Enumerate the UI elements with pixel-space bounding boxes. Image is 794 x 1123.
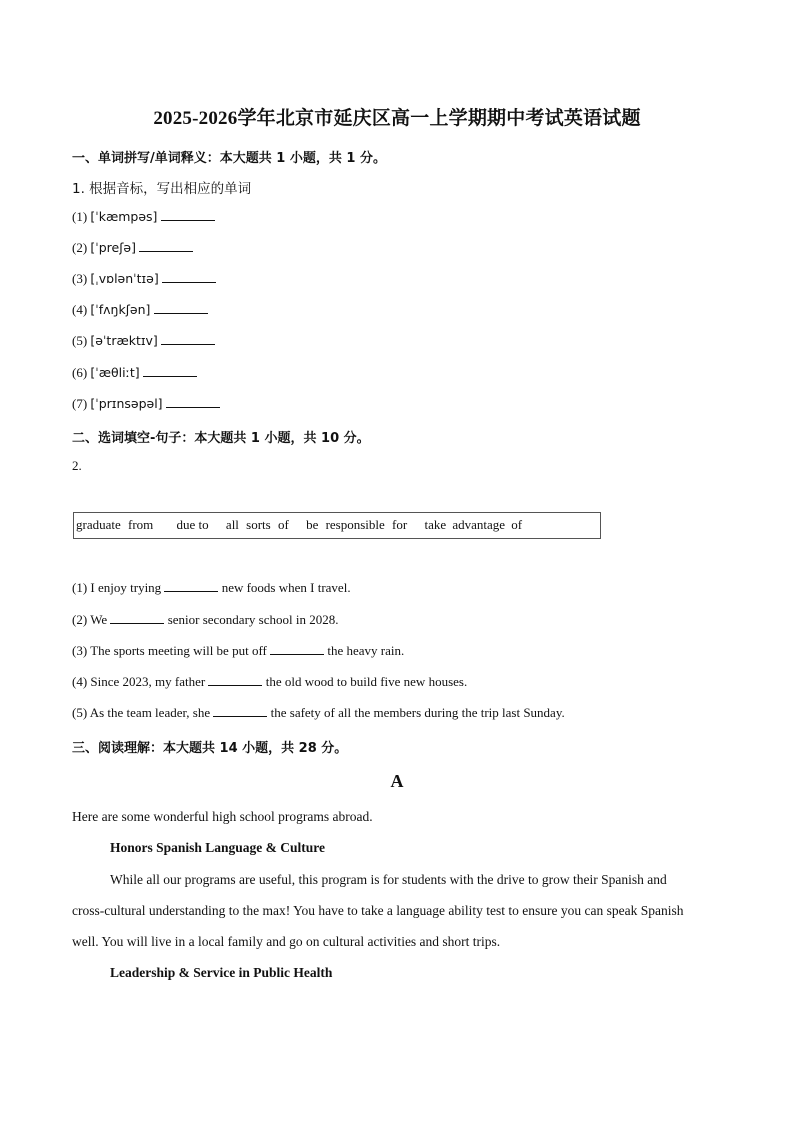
- sentence-4: [72, 674, 467, 690]
- section2-heading: 二、选词填空-句子：本大题共 1 小题，共 10 分。: [72, 431, 370, 446]
- sentence-before: We: [90, 612, 108, 627]
- item-number: (4): [72, 302, 88, 317]
- ipa-item-4: [72, 302, 208, 318]
- word-bank-item: take advantage of: [424, 517, 523, 532]
- section1-heading: 一、单词拼写/单词释义：本大题共 1 小题，共 1 分。: [72, 151, 386, 166]
- word-bank-item: graduate from: [76, 517, 154, 532]
- ipa-item-3: [72, 271, 216, 287]
- sentence-after: the safety of all the members during the trip last Sunday.: [270, 705, 565, 720]
- section3-heading: 三、阅读理解：本大题共 14 小题，共 28 分。: [72, 741, 348, 756]
- sentence-5: [72, 705, 565, 721]
- program2-title: Leadership & Service in Public Health: [110, 965, 333, 980]
- item-number: (3): [72, 271, 88, 286]
- answer-blank[interactable]: [154, 302, 208, 314]
- answer-blank[interactable]: [270, 643, 324, 655]
- item-number: (5): [72, 705, 88, 720]
- answer-blank[interactable]: [208, 674, 262, 686]
- answer-blank[interactable]: [143, 365, 197, 377]
- ipa-text: [ˈpreʃə]: [90, 240, 136, 255]
- word-bank-box: [73, 512, 601, 539]
- word-bank-item: all sorts of: [225, 517, 289, 532]
- sentence-before: I enjoy trying: [90, 580, 162, 595]
- sentence-before: The sports meeting will be put off: [90, 643, 267, 658]
- answer-blank[interactable]: [110, 612, 164, 624]
- item-number: (2): [72, 240, 88, 255]
- ipa-text: [əˈtræktɪv]: [90, 333, 158, 348]
- ipa-text: [ˈfʌŋkʃən]: [90, 302, 151, 317]
- word-bank-item: be responsible for: [306, 517, 408, 532]
- answer-blank[interactable]: [166, 396, 220, 408]
- answer-blank[interactable]: [139, 240, 193, 252]
- sentence-2: [72, 612, 338, 628]
- item-number: (3): [72, 643, 88, 658]
- item-number: (7): [72, 396, 88, 411]
- item-number: (6): [72, 365, 88, 380]
- ipa-item-5: [72, 333, 215, 349]
- ipa-text: [ˈæθliːt]: [90, 365, 140, 380]
- sentence-after: the heavy rain.: [327, 643, 405, 658]
- program1-title: Honors Spanish Language & Culture: [110, 840, 326, 855]
- program1-line1: While all our programs are useful, this program is for students with the drive to grow their Spanish and: [110, 872, 667, 887]
- sentence-before: As the team leader, she: [89, 705, 211, 720]
- sentence-after: the old wood to build five new houses.: [265, 674, 468, 689]
- ipa-item-2: [72, 240, 193, 256]
- item-number: (5): [72, 333, 88, 348]
- word-bank-item: due to: [176, 517, 209, 532]
- ipa-item-6: [72, 365, 197, 381]
- item-number: (2): [72, 612, 88, 627]
- passage-label: A: [390, 771, 404, 791]
- sentence-after: senior secondary school in 2028.: [167, 612, 339, 627]
- answer-blank[interactable]: [161, 209, 215, 221]
- sentence-1: [72, 580, 351, 596]
- sentence-3: [72, 643, 404, 659]
- item-number: (1): [72, 209, 88, 224]
- ipa-text: [ˈprɪnsəpəl]: [90, 396, 163, 411]
- answer-blank[interactable]: [161, 333, 215, 345]
- program1-line3: well. You will live in a local family and go on cultural activities and short trips.: [72, 934, 501, 949]
- answer-blank[interactable]: [213, 705, 267, 717]
- ipa-item-7: [72, 396, 220, 412]
- answer-blank[interactable]: [164, 580, 218, 592]
- item-number: (4): [72, 674, 88, 689]
- item-number: (1): [72, 580, 88, 595]
- question1-prompt: 1. 根据音标，写出相应的单词: [72, 181, 252, 197]
- sentence-after: new foods when I travel.: [221, 580, 351, 595]
- program1-line2: cross-cultural understanding to the max! You have to take a language ability test to ensure you can speak Spanish: [72, 903, 684, 918]
- sentence-before: Since 2023, my father: [90, 674, 206, 689]
- ipa-text: [ˌvɒlənˈtɪə]: [90, 271, 159, 286]
- ipa-text: [ˈkæmpəs]: [90, 209, 158, 224]
- question2-number: 2.: [72, 458, 82, 473]
- answer-blank[interactable]: [162, 271, 216, 283]
- ipa-item-1: [72, 209, 215, 225]
- passage-intro: Here are some wonderful high school programs abroad.: [72, 809, 373, 824]
- page-title: 2025-2026学年北京市延庆区高一上学期期中考试英语试题: [153, 108, 641, 129]
